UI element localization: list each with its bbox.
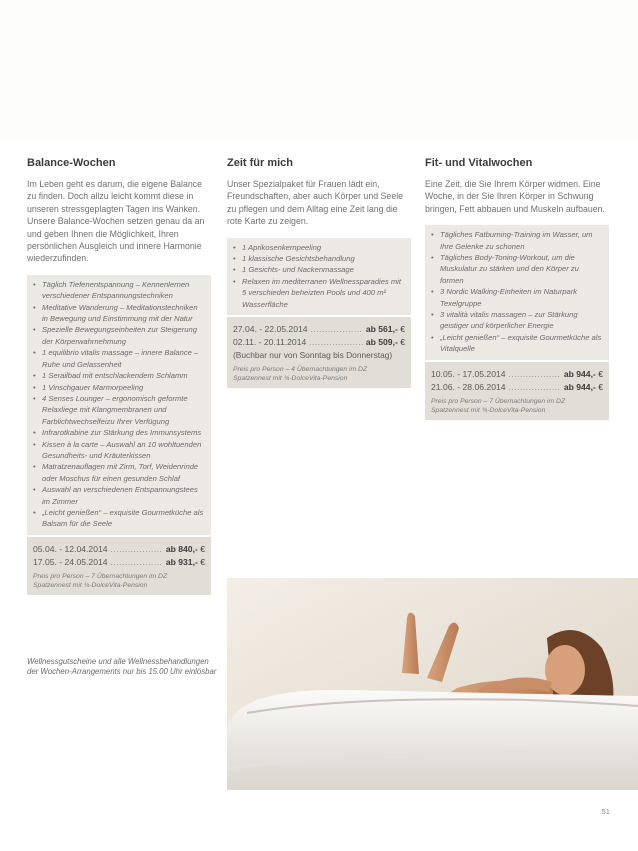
list-item: • 1 Vinschgauer Marmorpeeling [33,382,205,393]
fit-title: Fit- und Vitalwochen [425,157,533,169]
woman-in-bathtub-photo [227,578,638,790]
balance-price-box [27,537,211,595]
wellness-voucher-footnote: Wellnessgutscheine und alle Wellnessbehandlungen der Wochen-Arrangements nur bis 15.00 Uhr einlösbar [27,657,217,677]
list-item: • 1 Serailbad mit entschlackendem Schlamm [33,370,205,381]
price-line [33,556,205,569]
booking-restriction: (Buchbar nur von Sonntag bis Donnerstag) [233,350,393,361]
price-amount: ab 944,- € [563,368,603,379]
top-blank-area [0,0,638,140]
list-item: • 3 Nordic Walking-Einheiten im Naturpark Texelgruppe [431,286,603,309]
zeit-services-list [233,242,405,310]
price-amount: ab 931,- € [165,556,205,567]
price-line [431,368,603,381]
list-item: • Meditative Wanderung – Meditationstechniken in Bewegung und Einstimmung mit der Natur [33,302,205,325]
list-item: • Kissen à la carte – Auswahl an 10 wohltuenden Gesundheits- und Kräuterkissen [33,439,205,462]
price-dates: 02.11. - 20.11.2014 ..... [233,336,363,349]
price-line [33,543,205,556]
zeit-intro: Unser Spezialpaket für Frauen lädt ein, Freundschaften, aber auch Körper und Seele zu pflegen und dem Alltag eine Zeit lang die rote Karte zu zeigen. [227,179,404,227]
balance-services-box [27,275,211,535]
price-note: Preis pro Person – 7 Übernachtungen im DZ Spatzennest mit ¾-DolceVita-Pension [33,572,168,589]
balance-intro: Im Leben geht es darum, die eigene Balance zu finden. Doch allzu leicht kommt diese in unseren stressgeplagten Tagen ins Wanken. Unsere Balance-Wochen setzen genau da an und geben Ihnen die Möglichkeit, Ihren persönlichen Ausgleich und innere Harmonie wiederzufinden. [27,179,205,264]
bathtub-illustration [227,578,638,790]
price-dates: 10.05. - 17.05.2014 ..... [431,368,561,381]
zeit-price-box [227,317,411,388]
price-line [431,381,603,394]
price-dates: 27.04. - 22.05.2014 ..... [233,323,363,336]
balance-title: Balance-Wochen [27,157,116,169]
list-item: • Spezielle Bewegungseinheiten zur Steigerung der Körperwahrnehmung [33,324,205,347]
price-amount: ab 509,- € [365,337,405,348]
price-line [233,336,405,349]
zeit-services-box [227,238,411,315]
price-dates: 21.06. - 28.06.2014 ..... [431,381,561,394]
price-line [233,323,405,336]
list-item: • „Leicht genießen“ – exquisite Gourmetküche als Balsam für die Seele [33,507,205,530]
list-item: • 3 vitalità vitalis massagen – zur Stärkung geistiger und körperlicher Energie [431,309,603,332]
list-item: • Tägliches Body-Toning-Workout, um die Muskulatur zu stärken und den Körper zu formen [431,252,603,286]
list-item: • Auswahl an verschiedenen Entspannungstees im Zimmer [33,484,205,507]
fit-intro: Eine Zeit, die Sie Ihrem Körper widmen. Eine Woche, in der Sie Ihren Körper in Schwung bringen, Fett abbauen und Muskeln aufbauen. [425,179,605,214]
price-dates: 17.05. - 24.05.2014 ..... [33,556,163,569]
fit-services-list [431,229,603,354]
fit-price-box [425,362,609,420]
page-number: 51 [601,807,610,816]
list-item: • Infrarotkabine zur Stärkung des Immunsystems [33,427,205,438]
fit-services-box [425,225,609,359]
price-note: Preis pro Person – 4 Übernachtungen im DZ Spatzennest mit ¾-DolceVita-Pension [233,366,368,383]
list-item: • 1 equilibrio vitalis massage – innere Balance – Ruhe und Gelassenheit [33,347,205,370]
column-zeit-fuer-mich [227,156,411,388]
balance-services-list [33,279,205,530]
list-item: • 1 Gesichts- und Nackenmassage [233,264,405,275]
price-amount: ab 561,- € [365,324,405,335]
price-amount: ab 840,- € [165,543,205,554]
list-item: • Tägliches Fatburning-Training im Wasser, um Ihre Gelenke zu schonen [431,229,603,252]
list-item: • Matratzenauflagen mit Zirm, Torf, Weidenrinde oder Moschus für einen gesunden Schlaf [33,461,205,484]
price-amount: ab 944,- € [563,381,603,392]
list-item: • Relaxen im mediterranen Wellnessparadies mit 5 verschieden beheizten Pools und 400 m² Wasserfläche [233,276,405,310]
list-item: • 4 Senses Lounger – ergonomisch geformte Relaxliege mit Klangmembranen und Farblichtwechselfeizu Ihrer Verfügung [33,393,205,427]
price-dates: 05.04. - 12.04.2014 ..... [33,543,163,556]
list-item: • 1 klassische Gesichtsbehandlung [233,253,405,264]
list-item: • „Leicht genießen“ – exquisite Gourmetküche als Vitalquelle [431,332,603,355]
price-note: Preis pro Person – 7 Übernachtungen im DZ Spatzennest mit ¾-DolceVita-Pension [431,397,566,414]
list-item: • Täglich Tiefenentspannung – Kennenlernen verschiedener Entspannungstechniken [33,279,205,302]
list-item: • 1 Aprikosenkernpeeling [233,242,405,253]
column-fit-vitalwochen [425,156,609,420]
zeit-title: Zeit für mich [227,157,294,169]
column-balance-wochen [27,156,211,595]
